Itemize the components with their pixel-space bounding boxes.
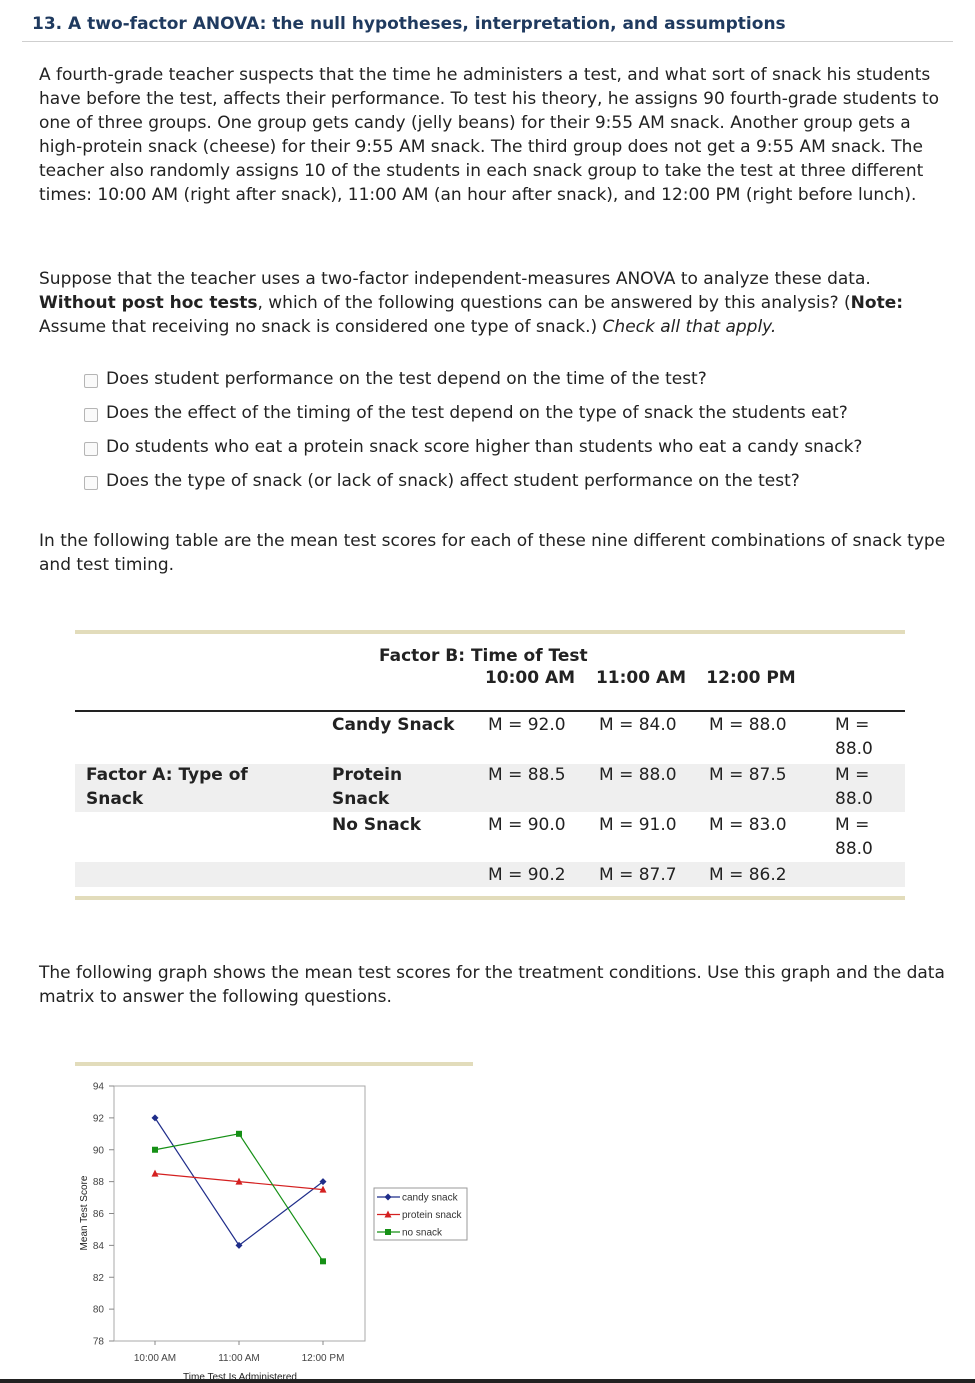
option-2-checkbox[interactable] <box>84 408 98 422</box>
intro-paragraph: A fourth-grade teacher suspects that the time he administers a test, and what sort of snack his students have before the test, affects their performance. To test his theory, he assigns 90 fourth-grade students to one of three groups. One group gets candy (jelly beans) for their 9:55 AM snack. Another group gets a high-protein snack (cheese) for their 9:55 AM snack. The third group does not get a 9:55 AM snack. The teacher also randomly assigns 10 of the students in each snack group to take the test at three different times: 10:00 AM (right after snack), 11:00 AM (an hour after snack), and 12:00 PM (right before lunch). <box>39 65 940 205</box>
y-tick-label: 80 <box>92 1304 104 1316</box>
legend-candy-snack-label: candy snack <box>402 1192 458 1204</box>
legend-no-snack-marker <box>385 1229 391 1235</box>
option-2[interactable] <box>84 396 862 430</box>
factor-b-label: Factor B: Time of Test <box>379 646 588 666</box>
y-tick-label: 90 <box>92 1145 104 1157</box>
prompt-bold-2: Note: <box>850 293 904 313</box>
graph-top-rule <box>75 1062 473 1066</box>
x-tick-label: 12:00 PM <box>301 1353 345 1364</box>
y-tick-label: 78 <box>92 1336 104 1348</box>
prompt-bold-1: Without post hoc tests <box>39 293 258 313</box>
title-divider <box>22 41 953 42</box>
plot-area <box>114 1086 365 1341</box>
option-1[interactable] <box>84 362 862 396</box>
legend-no-snack-label: no snack <box>402 1227 443 1239</box>
option-4-label: Does the type of snack (or lack of snack) affect student performance on the test? <box>106 471 800 491</box>
question-title: 13. A two-factor ANOVA: the null hypotheses, interpretation, and assumptions <box>32 14 786 34</box>
no-snack-point <box>236 1131 242 1137</box>
prompt-text-1: Suppose that the teacher uses a two-factor independent-measures ANOVA to analyze these data. <box>39 269 871 289</box>
header-rule <box>75 710 905 712</box>
cell-protein-10: M = 88.5 <box>488 765 566 785</box>
prompt-text-3: Assume that receiving no snack is considered one type of snack.) <box>39 317 603 337</box>
option-1-label: Does student performance on the test depend on the time of the test? <box>106 369 707 389</box>
y-axis-ticks <box>93 1082 114 1348</box>
graph-intro: The following graph shows the mean test scores for the treatment conditions. Use this graph and the data matrix to answer the following questions. <box>39 963 945 1007</box>
mean-scores-line-chart <box>0 1060 975 1379</box>
cell-nosnack-12: M = 83.0 <box>709 815 787 835</box>
x-tick-label: 10:00 AM <box>133 1353 177 1364</box>
col-mean-12: M = 86.2 <box>709 865 787 885</box>
cell-candy-12: M = 88.0 <box>709 715 787 735</box>
y-tick-label: 92 <box>92 1113 104 1125</box>
table-bottom-rule <box>75 896 905 900</box>
y-tick-label: 84 <box>92 1240 104 1252</box>
option-4-checkbox[interactable] <box>84 476 98 490</box>
col-header-3: 12:00 PM <box>706 668 796 688</box>
table-top-rule <box>75 630 905 634</box>
cell-nosnack-10: M = 90.0 <box>488 815 566 835</box>
cell-protein-11: M = 88.0 <box>599 765 677 785</box>
option-1-checkbox[interactable] <box>84 374 98 388</box>
data-matrix <box>75 630 905 902</box>
no-snack-point <box>152 1147 158 1153</box>
factor-a-label: Factor A: Type of Snack <box>86 765 248 809</box>
cell-nosnack-11: M = 91.0 <box>599 815 677 835</box>
col-mean-11: M = 87.7 <box>599 865 677 885</box>
no-snack-point <box>320 1258 326 1264</box>
cell-candy-10: M = 92.0 <box>488 715 566 735</box>
prompt-paragraph <box>39 267 949 339</box>
row-label-nosnack: No Snack <box>332 815 422 835</box>
prompt-italic: Check all that apply. <box>602 317 777 337</box>
y-tick-label: 88 <box>92 1177 104 1189</box>
y-axis-label: Mean Test Score <box>79 1175 90 1251</box>
row-label-candy: Candy Snack <box>332 715 455 735</box>
cell-candy-11: M = 84.0 <box>599 715 677 735</box>
col-header-2: 11:00 AM <box>595 668 687 688</box>
col-mean-10: M = 90.2 <box>488 865 566 885</box>
cell-protein-12: M = 87.5 <box>709 765 787 785</box>
prompt-text-2: , which of the following questions can be answered by this analysis? ( <box>257 293 851 313</box>
x-tick-label: 11:00 AM <box>218 1353 260 1364</box>
answer-options <box>84 362 862 498</box>
page-bottom-rule <box>0 1379 975 1383</box>
col-header-1: 10:00 AM <box>484 668 576 688</box>
y-tick-label: 82 <box>92 1272 104 1284</box>
option-2-label: Does the effect of the timing of the test depend on the type of snack the students eat? <box>106 403 848 423</box>
row-mean-nosnack: M = 88.0 <box>835 815 873 859</box>
table-intro: In the following table are the mean test scores for each of these nine different combinations of snack type and test timing. <box>39 531 946 575</box>
row-mean-protein: M = 88.0 <box>835 765 873 809</box>
option-3-label: Do students who eat a protein snack score higher than students who eat a candy snack? <box>106 437 863 457</box>
option-4[interactable] <box>84 464 862 498</box>
y-tick-label: 86 <box>92 1209 104 1220</box>
x-axis-ticks <box>134 1341 345 1364</box>
x-axis-label: Time Test Is Administered <box>183 1372 297 1379</box>
option-3[interactable] <box>84 430 862 464</box>
row-label-protein: Protein Snack <box>332 765 403 809</box>
row-mean-candy: M = 88.0 <box>835 715 873 759</box>
legend-protein-snack-label: protein snack <box>402 1210 462 1221</box>
y-tick-label: 94 <box>92 1081 104 1093</box>
option-3-checkbox[interactable] <box>84 442 98 456</box>
